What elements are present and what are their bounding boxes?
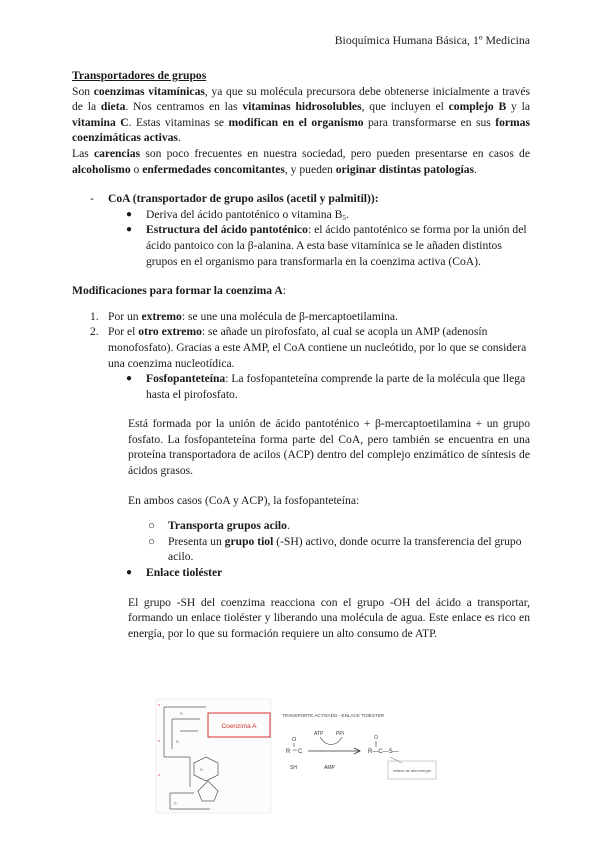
text-run: grupo tiol xyxy=(224,534,274,548)
enlace-title: Enlace tioléster xyxy=(146,566,223,580)
fosfo-paragraph-3: En ambos casos (CoA y ACP), la fosfopanteteína: xyxy=(128,493,360,507)
fosfo-block xyxy=(126,371,530,402)
text-run: enfermedades concomitantes xyxy=(142,162,285,176)
intro-paragraph-1 xyxy=(72,84,530,146)
text-run: o xyxy=(130,162,143,176)
sub-item-2 xyxy=(168,534,530,565)
page-header: Bioquímica Humana Básica, 1º Medicina xyxy=(334,33,530,47)
enlace-paragraph: El grupo -SH del coenzima reacciona con el grupo -OH del ácido a transportar, formando un enlace tioléster y liberando una molécula de agua. Este enlace es rico en energía, por lo que su formación requiere un alto consumo de ATP. xyxy=(128,595,530,640)
text-run: formas coenzimáticas activas xyxy=(72,115,530,145)
text-run: originar distintas patologías xyxy=(335,162,475,176)
text-run: otro extremo xyxy=(138,325,202,339)
sh-group: SH xyxy=(290,765,297,771)
text-run: . Estas vitaminas se xyxy=(128,115,229,129)
list-item xyxy=(148,534,530,565)
fosfo-sublist xyxy=(148,518,530,565)
text-run: Presenta un xyxy=(168,534,225,548)
text-run: Fosfopanteteína xyxy=(146,372,226,386)
fosfo-bullet xyxy=(146,371,530,402)
r-group: R xyxy=(286,749,291,755)
text-run: complejo B xyxy=(448,100,507,114)
text-run: : La fosfopanteteína comprende la parte de la molécula que llega hasta el pirofosfato. xyxy=(146,372,526,401)
text-run: modifican en el organismo xyxy=(228,115,364,129)
svg-text:P: P xyxy=(174,801,177,806)
atp-label: ATP xyxy=(314,731,324,737)
text-run: alcoholismo xyxy=(72,162,131,176)
list-item: ● Deriva del ácido pantoténico o vitamina $B_5$. xyxy=(126,207,349,222)
svg-text:N: N xyxy=(200,767,203,772)
coa-heading-text: CoA (transportador de grupo asilos (acetil y palmitil)): xyxy=(108,192,379,206)
bullet-marker: ● xyxy=(126,567,133,579)
text-run: : se añade un pirofosfato, al cual se acopla un AMP (adenosín monofosfato). Gracias a este AMP, el CoA contiene un nucleótido, por lo que se considera una coenzima nucleotídica. xyxy=(108,325,527,370)
energy-note: enlace de alta energía xyxy=(393,769,431,773)
sub-item-1: Transporta grupos acilo xyxy=(168,519,287,533)
list-item xyxy=(90,324,530,371)
intro-paragraph-2 xyxy=(72,146,530,177)
text-run: para transformarse en sus xyxy=(363,115,496,129)
coa-bullet-1: Deriva del ácido pantoténico o vitamina B xyxy=(146,207,343,221)
mods-title: Modificaciones para formar la coenzima A: xyxy=(72,284,286,298)
list-item xyxy=(126,222,530,269)
text-run: y la xyxy=(506,100,530,114)
svg-text:R—C—S—: R—C—S— xyxy=(368,749,399,755)
list-item xyxy=(126,371,530,402)
bullet-marker: ● xyxy=(126,224,133,236)
text-run: vitaminas hidrosolubles xyxy=(242,100,362,114)
dash-marker: - xyxy=(90,192,94,206)
text-run: . xyxy=(474,162,477,176)
coa-heading xyxy=(90,191,530,207)
coa-label: Coenzima A xyxy=(221,723,257,730)
text-run: (-SH) activo, donde ocurre la transferencia del grupo acilo. xyxy=(168,534,522,564)
reaction-title: TRANSPORTE ACTIVADO - ENLACE TIOÉSTER xyxy=(282,713,385,718)
bullet-marker: ● xyxy=(126,373,133,385)
bullet-marker: ● xyxy=(126,208,133,220)
mods-item-1 xyxy=(108,309,530,325)
svg-text:S: S xyxy=(180,711,183,716)
circle-marker: ○ xyxy=(148,534,156,548)
text-run: Son xyxy=(72,84,94,98)
thioester-reaction-figure xyxy=(282,712,436,779)
vitamin-subscript: 5 xyxy=(342,213,346,222)
number-marker: 2. xyxy=(90,325,99,339)
text-run: , que incluyen el xyxy=(361,100,449,114)
text-run: coenzimas vitamínicas xyxy=(93,84,205,98)
coa-bullet-2 xyxy=(146,222,530,269)
text-run: . xyxy=(177,131,181,145)
svg-text:O: O xyxy=(292,737,297,743)
text-run: vitamina C xyxy=(72,115,129,129)
mods-list xyxy=(90,309,530,403)
text-run: Por el xyxy=(108,325,139,339)
text-run: dieta xyxy=(100,100,126,114)
text-run: carencias xyxy=(93,146,141,160)
text-run: : el ácido pantoténico se forma por la unión del ácido pantoico con la β-alanina. A esta base vitamínica se le añaden distintos grupos en el organismo para transformarla en la coenzima activa (CoA). xyxy=(146,223,527,268)
text-run: son poco frecuentes en nuestra sociedad, pero pueden presentarse en casos de xyxy=(140,146,530,160)
fosfo-paragraph-2: Está formada por la unión de ácido pantoténico + β-mercaptoetilamina + un grupo fosfato. La fosfopanteteína forma parte del CoA, pero también se encuentra en una proteína transportadora de acilos (ACP) dentro del complejo enzimático de síntesis de ácidos grasos. xyxy=(128,417,530,478)
ppi-label: PPi xyxy=(336,731,344,737)
coa-bullets xyxy=(126,207,530,269)
section-title: Transportadores de grupos xyxy=(72,69,207,82)
text-run: , y pueden xyxy=(284,162,336,176)
svg-text:O: O xyxy=(374,735,378,741)
list-item xyxy=(126,565,530,581)
text-run: . Nos centramos en las xyxy=(125,100,243,114)
list-item: ○ Transporta grupos acilo. xyxy=(148,519,290,533)
text-run: : se une una molécula de β-mercaptoetilamina. xyxy=(181,309,398,323)
figures-strip xyxy=(150,697,450,817)
amp-label: AMP xyxy=(324,765,335,771)
text-run: Por un xyxy=(108,309,142,323)
svg-text:N: N xyxy=(176,739,179,744)
svg-text:C: C xyxy=(298,749,303,755)
text-run: Las xyxy=(72,146,94,160)
text-run: extremo xyxy=(141,309,182,323)
text-run: Estructura del ácido pantoténico xyxy=(146,223,308,237)
coenzyme-a-structure-figure xyxy=(156,699,271,813)
circle-marker: ○ xyxy=(148,519,156,533)
text-run: , ya que su molécula precursora debe obtenerse inicialmente a través de la xyxy=(72,84,530,114)
enlace-block xyxy=(126,565,530,581)
number-marker: 1. xyxy=(90,309,99,323)
mods-item-2 xyxy=(108,324,530,371)
list-item xyxy=(90,309,530,325)
document-body xyxy=(72,68,530,641)
